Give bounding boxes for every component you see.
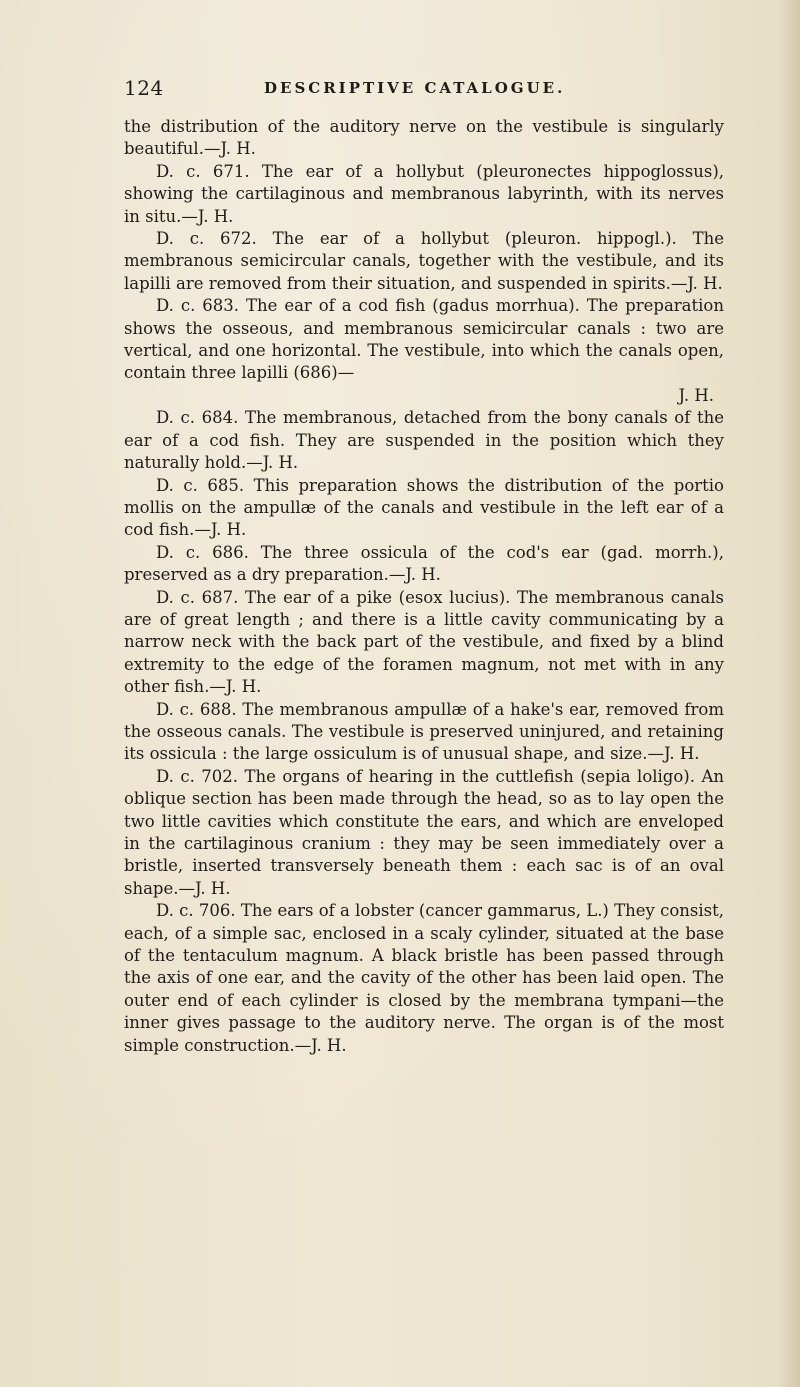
entry-685: D. c. 685. This preparation shows the distribution of the portio mollis on the ampullæ of the canals and vestibule in the left ear of a cod fish.—J. H. <box>124 475 724 540</box>
entry-683-signature: J. H. <box>678 385 714 405</box>
page-header <box>124 76 744 106</box>
entry-672: D. c. 672. The ear of a hollybut (pleuron. hippogl.). The membranous semicircular canals, together with the vestibule, and its lapilli are removed from their situation, and suspended in spirits.—J. H. <box>124 229 724 293</box>
entry-683: D. c. 683. The ear of a cod fish (gadus morrhua). The preparation shows the osseous, and membranous semicircular canals : two are vertical, and one horizontal. The vestibule, into which the canals open, contain three lapilli (686)— <box>124 296 724 383</box>
entry-702: D. c. 702. The organs of hearing in the cuttlefish (sepia loligo). An oblique section has been made through the head, so as to lay open the two little cavities which constitute the ears, and which are enveloped in the cartilaginous cranium : they may be seen immediately over a bristle, inserted transversely beneath them : each sac is of an oval shape.—J. H. <box>124 766 724 898</box>
entry-684: D. c. 684. The membranous, detached from the bony canals of the ear of a cod fish. They are suspended in the position which they naturally hold.—J. H. <box>124 408 724 473</box>
entry-671: D. c. 671. The ear of a hollybut (pleuronectes hippoglossus), showing the cartilaginous and membranous labyrinth, with its nerves in situ.—J. H. <box>124 161 724 226</box>
entry-688: D. c. 688. The membranous ampullæ of a hake's ear, removed from the osseous canals. The vestibule is preserved uninjured, and retaining its ossicula : the large ossiculum is of unusual shape, and size.—J. H. <box>124 699 724 764</box>
catalogue-text <box>124 116 724 1057</box>
paragraph-continuation: the distribution of the auditory nerve on the vestibule is singularly beautiful.—J. H. <box>124 117 724 159</box>
running-head: DESCRIPTIVE CATALOGUE. <box>264 79 566 97</box>
entry-686: D. c. 686. The three ossicula of the cod's ear (gad. morrh.), preserved as a dry preparation.—J. H. <box>124 542 724 585</box>
page-number: 124 <box>124 76 164 100</box>
page-edge-shadow <box>778 0 800 1387</box>
entry-706: D. c. 706. The ears of a lobster (cancer gammarus, L.) They consist, each, of a simple sac, enclosed in a scaly cylinder, situated at the base of the tentaculum magnum. A black bristle has been passed through the axis of one ear, and the cavity of the other has been laid open. The outer end of each cylinder is closed by the membrana tympani—the inner gives passage to the auditory nerve. The organ is of the most simple construction.—J. H. <box>124 901 724 1055</box>
entry-687: D. c. 687. The ear of a pike (esox lucius). The membranous canals are of great length ; and there is a little cavity communicating by a narrow neck with the back part of the vestibule, and fixed by a blind extremity to the edge of the foramen magnum, not met with in any other fish.—J. H. <box>124 587 724 697</box>
